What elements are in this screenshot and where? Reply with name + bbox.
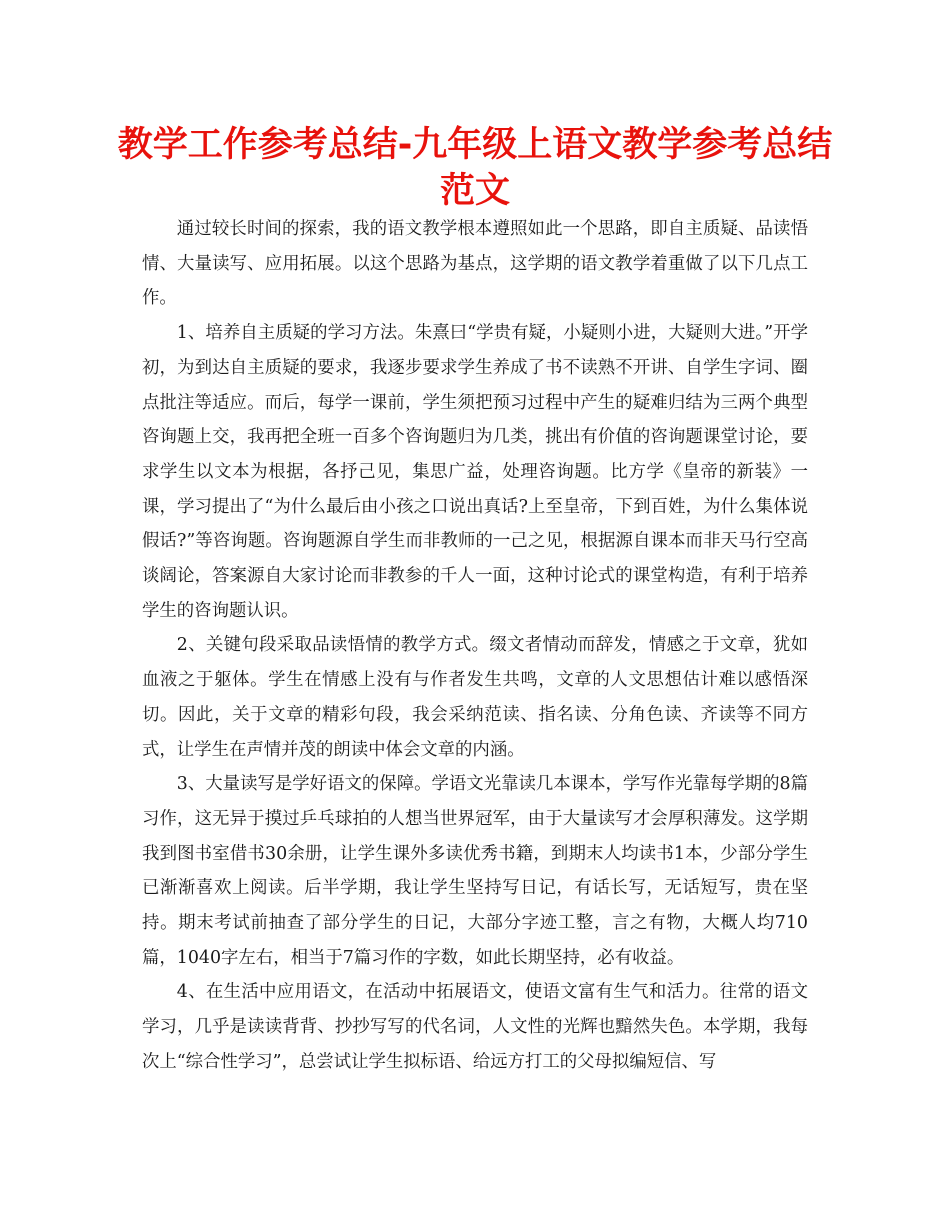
document-body [142, 212, 808, 1080]
paragraph-3: 3、大量读写是学好语文的保障。学语文光靠读几本课本，学写作光靠每学期的8篇习作，这无异于摸过乒乓球拍的人想当世界冠军，由于大量读写才会厚积薄发。这学期我到图书室借书30余册，让学生课外多读优秀书籍，到期末人均读书1本，少部分学生已渐渐喜欢上阅读。后半学期，我让学生坚持写日记，有话长写，无话短写，贵在坚持。期末考试前抽查了部分学生的日记，大部分字迹工整，言之有物，大概人均710篇，1040字左右，相当于7篇习作的字数，如此长期坚持，必有收益。 [142, 774, 808, 968]
paragraph-intro: 通过较长时间的探索，我的语文教学根本遵照如此一个思路，即自主质疑、品读悟情、大量读写、应用拓展。以这个思路为基点，这学期的语文教学着重做了以下几点工作。 [142, 219, 808, 309]
paragraph-2: 2、关键句段采取品读悟情的教学方式。缀文者情动而辞发，情感之于文章，犹如血液之于躯体。学生在情感上没有与作者发生共鸣，文章的人文思想估计难以感悟深切。因此，关于文章的精彩句段，我会采纳范读、指名读、分角色读、齐读等不同方式，让学生在声情并茂的朗读中体会文章的内涵。 [142, 635, 808, 760]
paragraph-1: 1、培养自主质疑的学习方法。朱熹曰“学贵有疑，小疑则小进，大疑则大进。”开学初，为到达自主质疑的要求，我逐步要求学生养成了书不读熟不开讲、自学生字词、圈点批注等适应。而后，每学一课前，学生须把预习过程中产生的疑难归结为三两个典型咨询题上交，我再把全班一百多个咨询题归为几类，挑出有价值的咨询题课堂讨论，要求学生以文本为根据，各抒己见，集思广益，处理咨询题。比方学《皇帝的新装》一课，学习提出了“为什么最后由小孩之口说出真话?上至皇帝，下到百姓，为什么集体说假话?”等咨询题。咨询题源自学生而非教师的一己之见，根据源自课本而非天马行空高谈阔论，答案源自大家讨论而非教参的千人一面，这种讨论式的课堂构造，有利于培养学生的咨询题认识。 [142, 323, 808, 621]
document-title: 教学工作参考总结-九年级上语文教学参考总结范文 [117, 125, 833, 211]
paragraph-4: 4、在生活中应用语文，在活动中拓展语文，使语文富有生气和活力。往常的语文学习，几乎是读读背背、抄抄写写的代名词，人文性的光辉也黯然失色。本学期，我每次上“综合性学习”，总尝试让学生拟标语、给远方打工的父母拟编短信、写 [142, 982, 808, 1072]
